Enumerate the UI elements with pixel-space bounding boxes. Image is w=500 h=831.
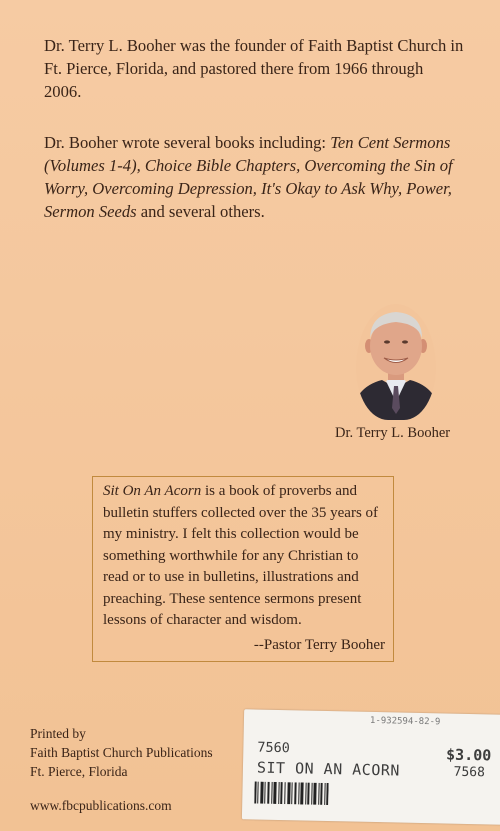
sticker-title: SIT ON AN ACORN (256, 758, 401, 780)
bio-paragraph: Dr. Terry L. Booher was the founder of Faith Baptist Church in Ft. Pierce, Florida, and pastored there from 1966 through 2006. (44, 36, 464, 101)
quote-signature: --Pastor Terry Booher (253, 637, 385, 653)
book-titles: Ten Cent Sermons (Volumes 1-4), Choice Bible Chapters, Overcoming the Sin of Worry, Overcoming Depression, It's Okay to Ask Why, Power, Sermon Seeds (44, 133, 453, 221)
quote-body: is a book of proverbs and bulletin stuffers collected over the 35 years of my ministry. I felt this collection would be something worthwhile for any Christian to read or to use in bulletins, illustrations and preaching. These sentence sermons present lessons of character and wisdom. (103, 483, 379, 628)
price-label: $3.00 (445, 745, 492, 765)
author-photo (356, 304, 436, 420)
quote-text (103, 481, 387, 632)
sticker-number: 7568 (453, 764, 486, 781)
sticker-code: 7560 (257, 739, 291, 757)
books-paragraph (44, 131, 464, 223)
barcode-icon (254, 782, 328, 806)
publisher-name: Faith Baptist Church Publications (30, 745, 213, 760)
photo-caption: Dr. Terry L. Booher (335, 425, 451, 441)
book-title: Sit On An Acorn (103, 483, 202, 499)
publisher-location: Ft. Pierce, Florida (30, 764, 128, 779)
price-sticker (242, 709, 500, 824)
books-end: and several others. (136, 202, 265, 221)
quote-box (92, 476, 394, 662)
printed-by: Printed by (30, 726, 86, 741)
publisher-info (30, 724, 213, 815)
books-intro: Dr. Booher wrote several books including: (44, 133, 331, 152)
isbn-text: 1-932594-82-9 (369, 715, 441, 728)
publisher-url[interactable]: www.fbcpublications.com (30, 798, 172, 813)
